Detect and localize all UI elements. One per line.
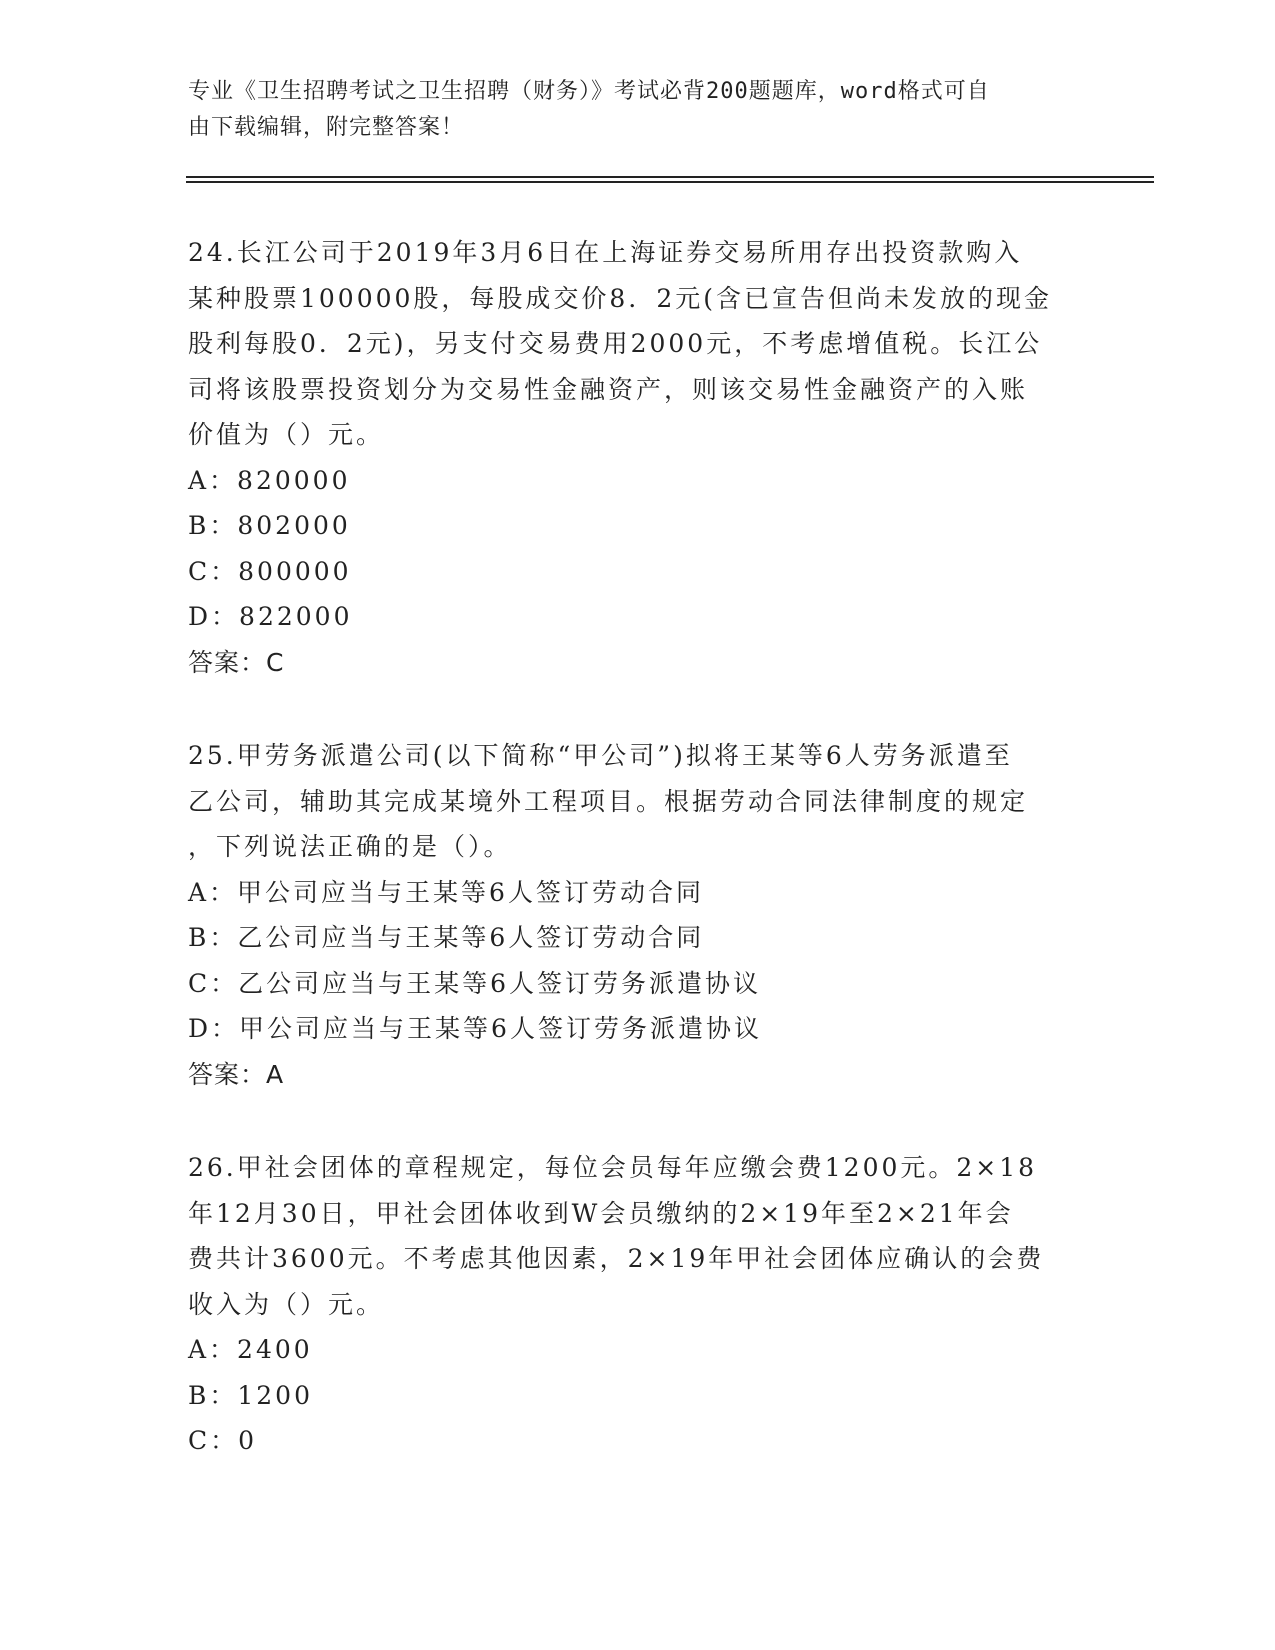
option-a: A：甲公司应当与王某等6人签订劳动合同 xyxy=(188,877,704,907)
question-text-line: 司将该股票投资划分为交易性金融资产，则该交易性金融资产的入账 xyxy=(188,374,1029,404)
option-b: B：802000 xyxy=(188,511,351,540)
question-text-line: 收入为（）元。 xyxy=(188,1289,385,1319)
header-line-2: 由下载编辑，附完整答案！ xyxy=(188,115,465,140)
question-24 xyxy=(188,230,1088,685)
question-26 xyxy=(188,1145,1088,1464)
option-b: B：1200 xyxy=(188,1380,313,1410)
question-text-line: 某种股票100000股，每股成交价8．2元(含已宣告但尚未发放的现金 xyxy=(188,283,1053,313)
header-divider-top xyxy=(186,176,1154,178)
question-text-line: 费共计3600元。不考虑其他因素，2×19年甲社会团体应确认的会费 xyxy=(188,1244,1045,1273)
option-d: D：甲公司应当与王某等6人签订劳务派遣协议 xyxy=(188,1014,762,1043)
option-a: A：820000 xyxy=(188,465,351,495)
option-a: A：2400 xyxy=(188,1335,313,1364)
option-d: D：822000 xyxy=(188,602,353,631)
question-text-line: 26.甲社会团体的章程规定，每位会员每年应缴会费1200元。2×18 xyxy=(188,1153,1038,1182)
question-text-line: 年12月30日，甲社会团体收到W会员缴纳的2×19年至2×21年会 xyxy=(188,1198,1014,1228)
option-c: C：800000 xyxy=(188,556,352,586)
question-text-line: 价值为（）元。 xyxy=(188,420,385,449)
answer-label: 答案：A xyxy=(188,1059,285,1089)
question-text-line: 乙公司，辅助其完成某境外工程项目。根据劳动合同法律制度的规定 xyxy=(188,786,1029,816)
option-c: C：乙公司应当与王某等6人签订劳务派遣协议 xyxy=(188,968,762,998)
question-text-line: 24.长江公司于2019年3月6日在上海证券交易所用存出投资款购入 xyxy=(188,238,1023,267)
document-header xyxy=(188,74,1068,146)
question-25 xyxy=(188,733,1088,1097)
header-line-1: 专业《卫生招聘考试之卫生招聘（财务）》考试必背200题题库，word格式可自 xyxy=(188,79,990,104)
question-text-line: 25.甲劳务派遣公司(以下简称“甲公司”)拟将王某等6人劳务派遣至 xyxy=(188,741,1013,770)
option-b: B：乙公司应当与王某等6人签订劳动合同 xyxy=(188,923,705,952)
answer-label: 答案：C xyxy=(188,647,285,677)
question-text-line: ，下列说法正确的是（）。 xyxy=(188,832,512,861)
header-divider-bottom xyxy=(186,181,1154,183)
question-text-line: 股利每股0．2元)，另支付交易费用2000元，不考虑增值税。长江公 xyxy=(188,329,1043,358)
option-c: C：0 xyxy=(188,1426,258,1455)
